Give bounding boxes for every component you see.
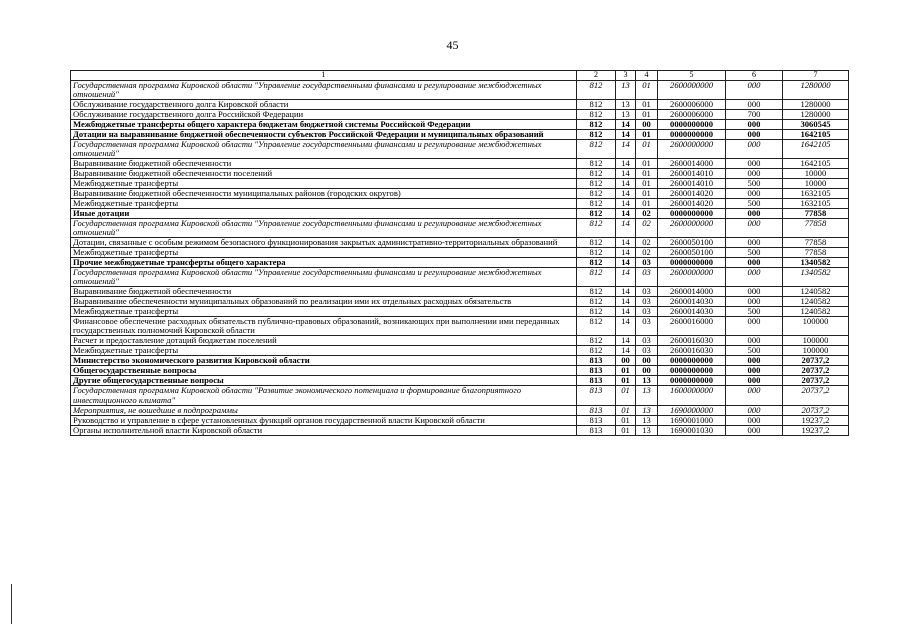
subsection-cell: 01 [636,100,658,110]
expense-type-cell: 000 [726,238,783,248]
subsection-cell: 00 [636,356,658,366]
expense-type-cell: 000 [726,100,783,110]
amount-cell: 77858 [783,248,849,258]
subsection-cell: 02 [636,238,658,248]
target-article-cell: 2600000000 [658,81,726,100]
section-cell: 01 [616,425,636,435]
table-row [71,405,849,415]
admin-code-cell: 812 [577,169,616,179]
admin-code-cell: 812 [577,81,616,100]
target-article-cell: 2600014020 [658,199,726,209]
item-name-cell: Межбюджетные трансферты [71,346,577,356]
amount-cell: 77858 [783,209,849,219]
subsection-cell: 01 [636,179,658,189]
header-cell: 2 [577,71,616,81]
section-cell: 13 [616,100,636,110]
amount-cell: 100000 [783,317,849,336]
admin-code-cell: 812 [577,336,616,346]
admin-code-cell: 812 [577,199,616,209]
table-row [71,346,849,356]
expense-type-cell: 500 [726,199,783,209]
section-cell: 00 [616,356,636,366]
target-article-cell: 2600016030 [658,346,726,356]
subsection-cell: 13 [636,386,658,405]
target-article-cell: 2600016000 [658,317,726,336]
amount-cell: 1340582 [783,268,849,287]
table-row [71,120,849,130]
section-cell: 14 [616,199,636,209]
table-row [71,268,849,287]
admin-code-cell: 813 [577,356,616,366]
admin-code-cell: 812 [577,297,616,307]
item-name-cell: Выравнивание бюджетной обеспеченности поселений [71,169,577,179]
table-row [71,297,849,307]
subsection-cell: 00 [636,120,658,130]
amount-cell: 20737,2 [783,376,849,386]
target-article-cell: 2600014000 [658,287,726,297]
admin-code-cell: 812 [577,189,616,199]
subsection-cell: 03 [636,307,658,317]
admin-code-cell: 812 [577,307,616,317]
subsection-cell: 01 [636,110,658,120]
amount-cell: 1340582 [783,258,849,268]
target-article-cell: 1600000000 [658,386,726,405]
section-cell: 01 [616,386,636,405]
table-row [71,287,849,297]
section-cell: 14 [616,248,636,258]
table-row [71,317,849,336]
subsection-cell: 03 [636,317,658,336]
subsection-cell: 13 [636,415,658,425]
subsection-cell: 02 [636,209,658,219]
subsection-cell: 01 [636,199,658,209]
item-name-cell: Государственная программа Кировской области "Управление государственными финансами и регулирование межбюджетных отношений" [71,81,577,100]
admin-code-cell: 812 [577,209,616,219]
target-article-cell: 2600014010 [658,179,726,189]
expense-type-cell: 500 [726,307,783,317]
table-row [71,169,849,179]
section-cell: 14 [616,238,636,248]
admin-code-cell: 812 [577,159,616,169]
subsection-cell: 03 [636,297,658,307]
admin-code-cell: 812 [577,219,616,238]
table-row [71,248,849,258]
header-cell: 4 [636,71,658,81]
item-name-cell: Межбюджетные трансферты [71,179,577,189]
amount-cell: 1240582 [783,307,849,317]
expense-type-cell: 500 [726,179,783,189]
target-article-cell: 2600000000 [658,140,726,159]
table-row [71,386,849,405]
expense-type-cell: 000 [726,120,783,130]
subsection-cell: 02 [636,219,658,238]
budget-table [70,70,849,436]
amount-cell: 19237,2 [783,425,849,435]
expense-type-cell: 000 [726,336,783,346]
section-cell: 01 [616,415,636,425]
target-article-cell: 2600000000 [658,219,726,238]
admin-code-cell: 812 [577,130,616,140]
section-cell: 14 [616,307,636,317]
admin-code-cell: 813 [577,376,616,386]
amount-cell: 20737,2 [783,386,849,405]
amount-cell: 20737,2 [783,356,849,366]
section-cell: 01 [616,366,636,376]
amount-cell: 1240582 [783,297,849,307]
subsection-cell: 01 [636,140,658,159]
amount-cell: 1240582 [783,287,849,297]
section-cell: 14 [616,287,636,297]
section-cell: 14 [616,268,636,287]
expense-type-cell: 000 [726,317,783,336]
section-cell: 14 [616,317,636,336]
subsection-cell: 13 [636,425,658,435]
table-row [71,130,849,140]
section-cell: 14 [616,297,636,307]
item-name-cell: Государственная программа Кировской области "Развитие экономического потенциала и формирование благоприятного инвестиционного климата" [71,386,577,405]
amount-cell: 1642105 [783,140,849,159]
subsection-cell: 00 [636,366,658,376]
expense-type-cell: 000 [726,159,783,169]
item-name-cell: Государственная программа Кировской области "Управление государственными финансами и регулирование межбюджетных отношений" [71,219,577,238]
amount-cell: 77858 [783,238,849,248]
item-name-cell: Финансовое обеспечение расходных обязательств публично-правовых образований, возникающих при выполнении ими переданных государственных полномочий Кировской области [71,317,577,336]
amount-cell: 10000 [783,169,849,179]
subsection-cell: 02 [636,248,658,258]
item-name-cell: Другие общегосударственные вопросы [71,376,577,386]
section-cell: 14 [616,159,636,169]
admin-code-cell: 812 [577,268,616,287]
item-name-cell: Выравнивание бюджетной обеспеченности муниципальных районов (городских округов) [71,189,577,199]
target-article-cell: 2600014030 [658,297,726,307]
expense-type-cell: 000 [726,268,783,287]
target-article-cell: 2600006000 [658,100,726,110]
expense-type-cell: 000 [726,386,783,405]
item-name-cell: Общегосударственные вопросы [71,366,577,376]
subsection-cell: 01 [636,130,658,140]
target-article-cell: 2600006000 [658,110,726,120]
subsection-cell: 01 [636,169,658,179]
expense-type-cell: 500 [726,248,783,258]
admin-code-cell: 812 [577,317,616,336]
expense-type-cell: 000 [726,415,783,425]
subsection-cell: 01 [636,159,658,169]
admin-code-cell: 813 [577,386,616,405]
table-body [71,81,849,436]
item-name-cell: Обслуживание государственного долга Российской Федерации [71,110,577,120]
table-row [71,179,849,189]
expense-type-cell: 500 [726,346,783,356]
amount-cell: 1280000 [783,100,849,110]
table-row [71,376,849,386]
expense-type-cell: 000 [726,405,783,415]
table-row [71,219,849,238]
expense-type-cell: 000 [726,287,783,297]
target-article-cell: 2600014000 [658,159,726,169]
expense-type-cell: 000 [726,366,783,376]
table-row [71,189,849,199]
subsection-cell: 03 [636,287,658,297]
scan-margin-mark [11,584,12,624]
admin-code-cell: 812 [577,287,616,297]
admin-code-cell: 812 [577,248,616,258]
item-name-cell: Выравнивание обеспеченности муниципальных образований по реализации ими их отдельных расходных обязательств [71,297,577,307]
section-cell: 14 [616,258,636,268]
header-cell: 3 [616,71,636,81]
expense-type-cell: 000 [726,258,783,268]
target-article-cell: 2600014010 [658,169,726,179]
table-row [71,425,849,435]
header-cell: 1 [71,71,577,81]
item-name-cell: Органы исполнительной власти Кировской области [71,425,577,435]
target-article-cell: 0000000000 [658,376,726,386]
admin-code-cell: 812 [577,100,616,110]
table-header-row [71,71,849,81]
item-name-cell: Дотации, связанные с особым режимом безопасного функционирования закрытых административно-территориальных образований [71,238,577,248]
expense-type-cell: 000 [726,376,783,386]
target-article-cell: 2600000000 [658,268,726,287]
subsection-cell: 01 [636,81,658,100]
expense-type-cell: 000 [726,356,783,366]
table-row [71,356,849,366]
table-row [71,140,849,159]
section-cell: 01 [616,405,636,415]
admin-code-cell: 812 [577,179,616,189]
item-name-cell: Руководство и управление в сфере установленных функций органов государственной власти Кировской области [71,415,577,425]
section-cell: 14 [616,179,636,189]
amount-cell: 1632105 [783,189,849,199]
table-row [71,336,849,346]
section-cell: 14 [616,336,636,346]
expense-type-cell: 000 [726,169,783,179]
amount-cell: 19237,2 [783,415,849,425]
amount-cell: 1280000 [783,110,849,120]
expense-type-cell: 000 [726,219,783,238]
expense-type-cell: 000 [726,140,783,159]
amount-cell: 3060545 [783,120,849,130]
item-name-cell: Межбюджетные трансферты [71,199,577,209]
admin-code-cell: 812 [577,346,616,356]
section-cell: 14 [616,209,636,219]
item-name-cell: Межбюджетные трансферты общего характера бюджетам бюджетной системы Российской Федерации [71,120,577,130]
table-row [71,366,849,376]
table-row [71,307,849,317]
item-name-cell: Выравнивание бюджетной обеспеченности [71,159,577,169]
target-article-cell: 0000000000 [658,258,726,268]
table-row [71,258,849,268]
item-name-cell: Иные дотации [71,209,577,219]
target-article-cell: 2600050100 [658,248,726,258]
amount-cell: 20737,2 [783,405,849,415]
section-cell: 14 [616,140,636,159]
table-row [71,100,849,110]
header-cell: 7 [783,71,849,81]
admin-code-cell: 813 [577,425,616,435]
item-name-cell: Дотации на выравнивание бюджетной обеспеченности субъектов Российской Федерации и муниципальных образований [71,130,577,140]
table-row [71,238,849,248]
amount-cell: 100000 [783,336,849,346]
admin-code-cell: 812 [577,110,616,120]
expense-type-cell: 000 [726,130,783,140]
subsection-cell: 13 [636,405,658,415]
expense-type-cell: 000 [726,425,783,435]
target-article-cell: 0000000000 [658,209,726,219]
expense-type-cell: 700 [726,110,783,120]
table-row [71,159,849,169]
section-cell: 14 [616,219,636,238]
page-number: 45 [446,38,459,52]
admin-code-cell: 812 [577,238,616,248]
item-name-cell: Прочие межбюджетные трансферты общего характера [71,258,577,268]
target-article-cell: 1690000000 [658,405,726,415]
item-name-cell: Расчет и предоставление дотаций бюджетам поселений [71,336,577,346]
subsection-cell: 03 [636,346,658,356]
subsection-cell: 01 [636,189,658,199]
header-cell: 5 [658,71,726,81]
expense-type-cell: 000 [726,209,783,219]
item-name-cell: Выравнивание бюджетной обеспеченности [71,287,577,297]
item-name-cell: Мероприятия, не вошедшие в подпрограммы [71,405,577,415]
expense-type-cell: 000 [726,189,783,199]
target-article-cell: 0000000000 [658,366,726,376]
amount-cell: 1642105 [783,130,849,140]
amount-cell: 1632105 [783,199,849,209]
item-name-cell: Министерство экономического развития Кировской области [71,356,577,366]
subsection-cell: 13 [636,376,658,386]
target-article-cell: 0000000000 [658,120,726,130]
table-row [71,81,849,100]
target-article-cell: 1690001030 [658,425,726,435]
target-article-cell: 0000000000 [658,130,726,140]
item-name-cell: Межбюджетные трансферты [71,307,577,317]
subsection-cell: 03 [636,268,658,287]
target-article-cell: 2600050100 [658,238,726,248]
admin-code-cell: 812 [577,120,616,130]
item-name-cell: Государственная программа Кировской области "Управление государственными финансами и регулирование межбюджетных отношений" [71,268,577,287]
target-article-cell: 2600016030 [658,336,726,346]
table-row [71,199,849,209]
header-cell: 6 [726,71,783,81]
section-cell: 14 [616,189,636,199]
expense-type-cell: 000 [726,297,783,307]
admin-code-cell: 812 [577,140,616,159]
amount-cell: 100000 [783,346,849,356]
section-cell: 01 [616,376,636,386]
item-name-cell: Государственная программа Кировской области "Управление государственными финансами и регулирование межбюджетных отношений" [71,140,577,159]
amount-cell: 1280000 [783,81,849,100]
item-name-cell: Обслуживание государственного долга Кировской области [71,100,577,110]
table-row [71,415,849,425]
amount-cell: 10000 [783,179,849,189]
subsection-cell: 03 [636,336,658,346]
section-cell: 13 [616,81,636,100]
expense-type-cell: 000 [726,81,783,100]
admin-code-cell: 813 [577,405,616,415]
section-cell: 14 [616,130,636,140]
item-name-cell: Межбюджетные трансферты [71,248,577,258]
target-article-cell: 2600014020 [658,189,726,199]
subsection-cell: 03 [636,258,658,268]
admin-code-cell: 813 [577,415,616,425]
section-cell: 14 [616,120,636,130]
admin-code-cell: 812 [577,258,616,268]
admin-code-cell: 813 [577,366,616,376]
section-cell: 13 [616,110,636,120]
amount-cell: 77858 [783,219,849,238]
target-article-cell: 1690001000 [658,415,726,425]
target-article-cell: 0000000000 [658,356,726,366]
section-cell: 14 [616,346,636,356]
amount-cell: 20737,2 [783,366,849,376]
table-row [71,209,849,219]
section-cell: 14 [616,169,636,179]
table-row [71,110,849,120]
amount-cell: 1642105 [783,159,849,169]
target-article-cell: 2600014030 [658,307,726,317]
